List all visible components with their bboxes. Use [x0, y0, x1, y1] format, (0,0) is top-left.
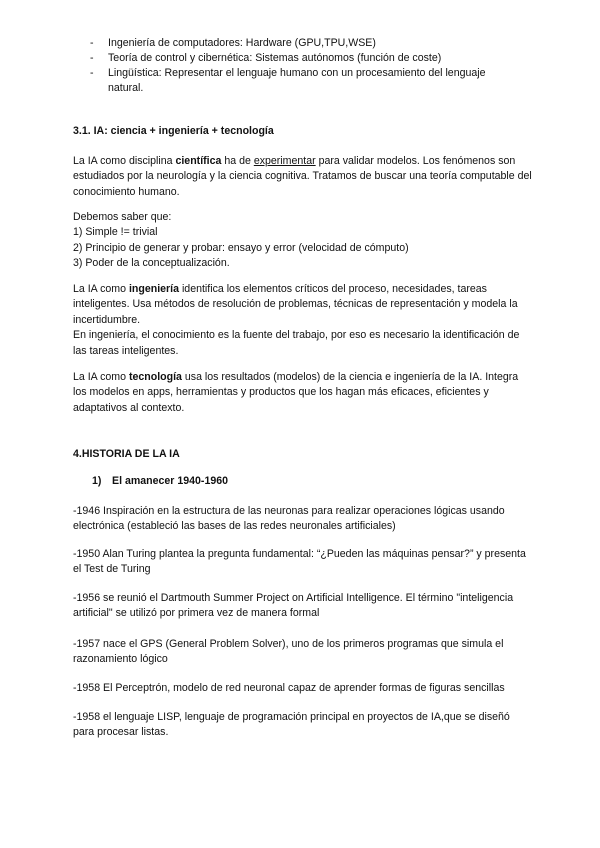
bullet-text: Lingüística: Representar el lenguaje humano con un procesamiento del lenguaje natural. — [108, 67, 486, 95]
history-event: -1946 Inspiración en la estructura de las neuronas para realizar operaciones lógicas usando electrónica (estableció las bases de las redes neuronales artificiales) — [73, 505, 505, 533]
bullet-marker: - — [90, 52, 94, 64]
bullet-item — [90, 51, 530, 66]
bullet-item — [90, 36, 530, 51]
text-run: La IA como — [73, 283, 129, 295]
text-line: Debemos saber que: — [73, 211, 172, 223]
subsection-title: El amanecer 1940-1960 — [112, 475, 229, 487]
text-run: para validar modelos. Los fenómenos son estudiados por la neurología y la ciencia cognitiva. Tratamos de buscar una teoría computable del conocimiento humano. — [73, 155, 532, 198]
bullet-item — [90, 66, 515, 97]
text-line: 3) Poder de la conceptualización. — [73, 257, 230, 270]
bold-term: científica — [175, 155, 222, 167]
history-event: -1950 Alan Turing plantea la pregunta fundamental: “¿Pueden las máquinas pensar?” y presenta el Test de Turing — [73, 548, 526, 576]
bullet-text: Ingeniería de computadores: Hardware (GPU,TPU,WSE) — [108, 37, 376, 49]
section-heading: 4.HISTORIA DE LA IA — [73, 448, 180, 460]
text-run: identifica los elementos críticos del proceso, necesidades, tareas inteligentes. Usa métodos de resolución de problemas, técnicas de representación y modela la incertidumbre. — [73, 283, 518, 326]
history-event: -1958 El Perceptrón, modelo de red neuronal capaz de aprender formas de figuras sencillas — [73, 682, 505, 694]
text-run: La IA como — [73, 371, 129, 383]
section-heading: 3.1. IA: ciencia + ingeniería + tecnología — [73, 125, 274, 137]
history-event: -1956 se reunió el Dartmouth Summer Project on Artificial Intelligence. El término "inteligencia artificial" se utilizó por primera vez de manera formal — [73, 592, 514, 620]
paragraph-tecnologia — [73, 370, 533, 416]
bullet-text: Teoría de control y cibernética: Sistemas autónomos (función de coste) — [108, 52, 442, 64]
bullet-marker: - — [90, 37, 94, 49]
paragraph-ciencia — [73, 154, 533, 200]
subsection-heading — [92, 474, 228, 489]
text-run: La IA como disciplina — [73, 155, 176, 167]
text-run: ha de — [221, 155, 254, 167]
text-run: usa los resultados (modelos) de la ciencia e ingeniería de la IA. Integra los modelos en apps, herramientas y productos que los hagan más eficaces, eficientes y adaptativos al contexto. — [73, 371, 519, 414]
text-line — [73, 282, 533, 328]
paragraph-ingenieria — [73, 282, 533, 359]
bullet-marker: - — [90, 67, 94, 79]
bold-term: ingeniería — [128, 283, 179, 295]
history-event: -1957 nace el GPS (General Problem Solver), uno de los primeros programas que simula el razonamiento lógico — [73, 638, 504, 666]
text-line: 2) Principio de generar y probar: ensayo y error (velocidad de cómputo) — [73, 241, 409, 254]
bold-term: tecnología — [128, 371, 182, 383]
paragraph-debemos — [73, 210, 533, 272]
subsection-number: 1) — [92, 475, 102, 487]
history-event: -1958 el lenguaje LISP, lenguaje de programación principal en proyectos de IA,que se diseñó para procesar listas. — [73, 711, 510, 739]
underlined-term: experimentar — [253, 155, 316, 167]
text-line: En ingeniería, el conocimiento es la fuente del trabajo, por eso es necesario la identificación de las tareas inteligentes. — [73, 329, 520, 357]
text-line: 1) Simple != trivial — [73, 226, 158, 239]
